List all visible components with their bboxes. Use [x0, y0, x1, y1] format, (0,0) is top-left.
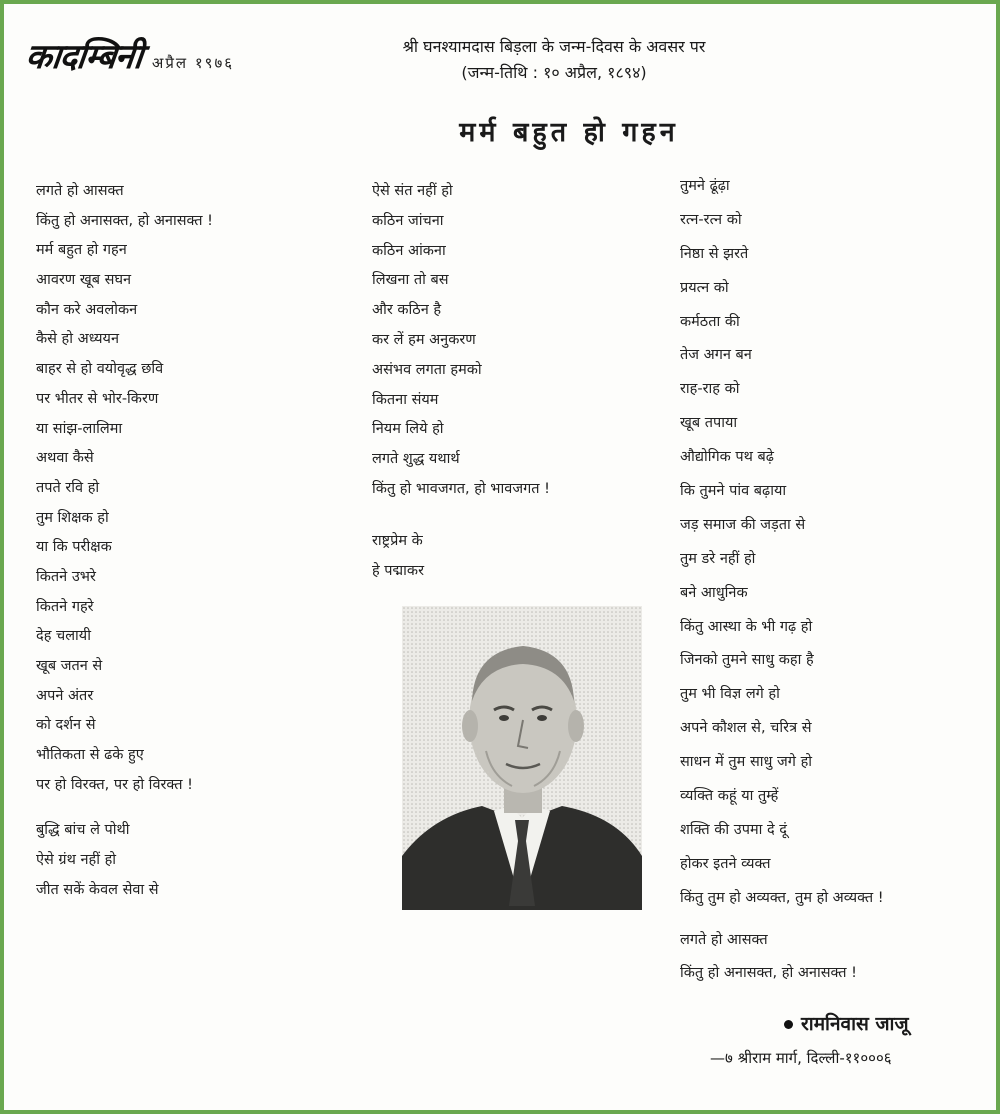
- poem-line: होकर इतने व्यक्त: [680, 855, 771, 872]
- poem-line: देह चलायी: [36, 628, 91, 645]
- poem-line: लगते हो आसक्त: [680, 931, 768, 948]
- birth-date-line: (जन्म-तिथि : १० अप्रैल, १८९४): [461, 63, 647, 82]
- poem-line: पर हो विरक्त, पर हो विरक्त !: [36, 776, 193, 793]
- poem-title: मर्म बहुत हो गहन: [459, 117, 679, 148]
- poem-column-1: [36, 177, 336, 906]
- author-address: —७ श्रीराम मार्ग, दिल्ली-११०००६: [710, 1049, 892, 1067]
- poem-line: पर भीतर से भोर-किरण: [36, 390, 159, 407]
- poem-line: शक्ति की उपमा दे दूं: [680, 821, 787, 838]
- poem-line: कैसे हो अध्ययन: [36, 331, 120, 348]
- poem-line: जड़ समाज की जड़ता से: [680, 516, 806, 533]
- poem-line: अपने अंतर: [36, 687, 94, 704]
- author-signature: [784, 1010, 909, 1036]
- issue-date: अप्रैल १९७६: [151, 54, 235, 72]
- poem-line: लगते शुद्ध यथार्थ: [372, 451, 460, 468]
- poem-line: किंतु हो भावजगत, हो भावजगत !: [372, 480, 550, 497]
- poem-line: कितने उभरे: [36, 568, 96, 585]
- poem-line: जीत सकें केवल सेवा से: [36, 881, 159, 898]
- poem-line: को दर्शन से: [36, 717, 96, 734]
- poem-line: राष्ट्रप्रेम के: [372, 532, 423, 549]
- poem-line: कर्मठता की: [680, 313, 740, 330]
- poem-line: कठिन जांचना: [372, 212, 444, 229]
- masthead: [23, 32, 235, 78]
- poem-line: साधन में तुम साधु जगे हो: [680, 754, 813, 771]
- poem-line: किंतु हो अनासक्त, हो अनासक्त !: [680, 965, 857, 982]
- poem-column-3: [680, 170, 990, 991]
- poem-line: और कठिन है: [372, 302, 442, 319]
- poem-line: या कि परीक्षक: [36, 539, 112, 556]
- poem-line: तपते रवि हो: [36, 479, 100, 496]
- poem-line: तुम भी विज्ञ लगे हो: [680, 686, 780, 703]
- poem-line: लिखना तो बस: [372, 272, 449, 289]
- poem-line: कि तुमने पांव बढ़ाया: [680, 483, 787, 500]
- portrait-illustration: [402, 606, 642, 910]
- poem-line: व्यक्ति कहूं या तुम्हें: [680, 788, 779, 805]
- bullet-icon: [784, 1020, 793, 1029]
- poem-line: मर्म बहुत हो गहन: [36, 242, 127, 259]
- poem-line: बुद्धि बांच ले पोथी: [36, 822, 130, 839]
- poem-line: नियम लिये हो: [372, 421, 444, 438]
- poem-line: राह-राह को: [680, 381, 740, 398]
- poem-column-2: [372, 177, 662, 586]
- poem-line: किंतु हो अनासक्त, हो अनासक्त !: [36, 212, 213, 229]
- poem-line: कौन करे अवलोकन: [36, 301, 138, 318]
- poem-line: कर लें हम अनुकरण: [372, 331, 476, 348]
- poem-line: अथवा कैसे: [36, 450, 94, 467]
- poem-line: खूब जतन से: [36, 658, 103, 674]
- stanza-gap: [372, 505, 662, 527]
- portrait-photo: [402, 606, 642, 910]
- poem-line: किंतु आस्था के भी गढ़ हो: [680, 618, 813, 635]
- poem-line: हे पद्माकर: [372, 562, 424, 579]
- poem-line: किंतु तुम हो अव्यक्त, तुम हो अव्यक्त !: [680, 889, 884, 906]
- author-name: रामनिवास जाजू: [801, 1013, 909, 1035]
- poem-line: बने आधुनिक: [680, 584, 748, 601]
- poem-line: रत्न-रत्न को: [680, 211, 742, 228]
- occasion-header: [304, 34, 804, 86]
- stanza-gap: [36, 800, 336, 816]
- poem-line: तुमने ढूंढ़ा: [680, 178, 730, 194]
- poem-line: बाहर से हो वयोवृद्ध छवि: [36, 361, 164, 378]
- stanza-gap: [680, 916, 990, 924]
- poem-line: प्रयत्न को: [680, 279, 729, 296]
- poem-line: अपने कौशल से, चरित्र से: [680, 720, 812, 737]
- poem-line: असंभव लगता हमको: [372, 361, 482, 378]
- poem-line: तेज अगन बन: [680, 347, 752, 364]
- poem-line: जिनको तुमने साधु कहा है: [680, 652, 814, 669]
- poem-line: खूब तपाया: [680, 415, 738, 432]
- poem-line: लगते हो आसक्त: [36, 183, 124, 199]
- poem-line: ऐसे ग्रंथ नहीं हो: [36, 852, 117, 869]
- poem-line: कठिन आंकना: [372, 242, 446, 259]
- poem-line: कितना संयम: [372, 391, 439, 408]
- poem-line: भौतिकता से ढके हुए: [36, 747, 144, 764]
- poem-line: आवरण खूब सघन: [36, 272, 132, 289]
- magazine-logo: कादम्बिनी: [23, 37, 144, 77]
- poem-line: कितने गहरे: [36, 598, 94, 615]
- poem-line: निष्ठा से झरते: [680, 245, 749, 262]
- poem-line: या सांझ-लालिमा: [36, 420, 123, 437]
- poem-line: तुम शिक्षक हो: [36, 509, 109, 526]
- poem-line: तुम डरे नहीं हो: [680, 550, 756, 567]
- occasion-line: श्री घनश्यामदास बिड़ला के जन्म-दिवस के अवसर पर: [402, 37, 706, 56]
- poem-line: औद्योगिक पथ बढ़े: [680, 449, 774, 466]
- poem-line: ऐसे संत नहीं हो: [372, 183, 453, 199]
